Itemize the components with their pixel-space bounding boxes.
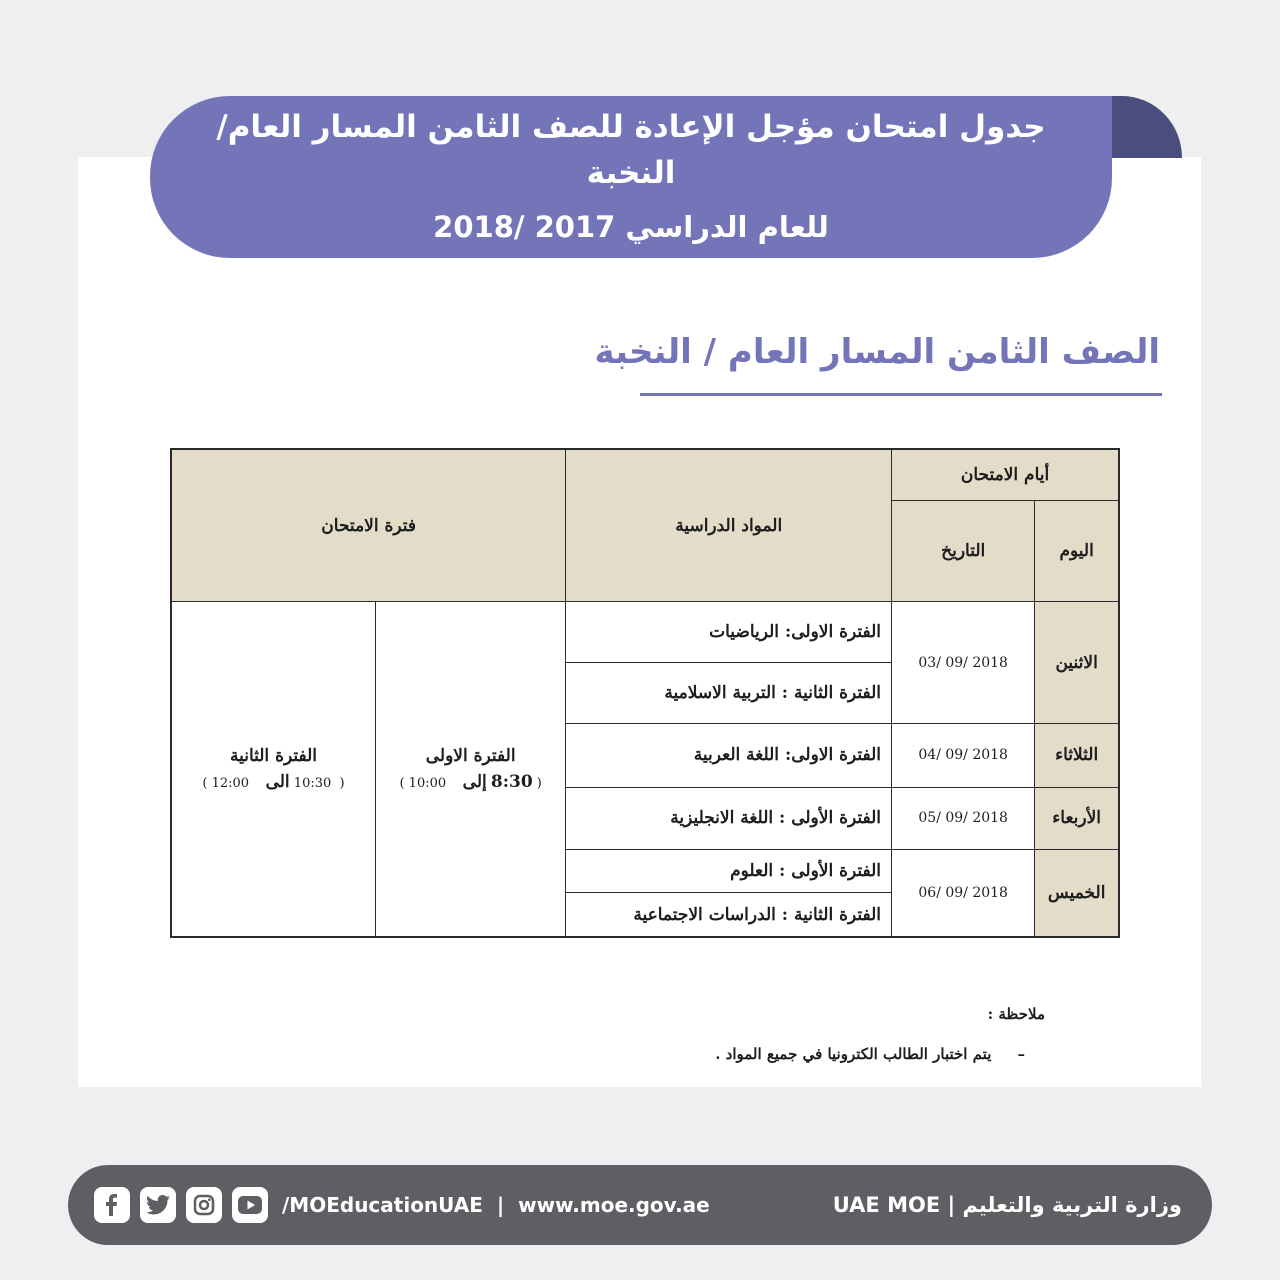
note-text: يتم اختبار الطالب الكترونيا في جميع المواد . <box>715 1045 992 1063</box>
day-cell: الثلاثاء <box>1035 724 1119 787</box>
subject-cell: الفترة الاولى: اللغة العربية <box>566 724 892 787</box>
youtube-icon[interactable] <box>232 1187 268 1223</box>
day-cell: الأربعاء <box>1035 787 1119 849</box>
note-block <box>715 1005 1045 1063</box>
section-title: الصف الثامن المسار العام / النخبة <box>594 332 1160 372</box>
second-period-cell <box>171 602 375 937</box>
first-period-name: الفترة الاولى <box>425 746 516 767</box>
first-period-time: ( 8:30 إلى 10:00 ) <box>399 772 542 793</box>
subject-cell: الفترة الثانية : الدراسات الاجتماعية <box>566 893 892 937</box>
subject-cell: الفترة الأولى : اللغة الانجليزية <box>566 787 892 849</box>
footer-social <box>94 1165 710 1245</box>
subject-cell: الفترة الأولى : العلوم <box>566 849 892 892</box>
note-bullet: – <box>1017 1045 1025 1063</box>
footer-org-name: UAE MOE | وزارة التربية والتعليم <box>832 1193 1182 1217</box>
subject-cell: الفترة الثانية : التربية الاسلامية <box>566 662 892 723</box>
date-cell: 05/ 09/ 2018 <box>892 787 1035 849</box>
date-cell: 06/ 09/ 2018 <box>892 849 1035 937</box>
instagram-icon[interactable] <box>186 1187 222 1223</box>
second-period-time: ( 10:30 الى 12:00 ) <box>202 772 345 793</box>
header-subjects: المواد الدراسية <box>566 449 892 602</box>
footer-website-link[interactable]: www.moe.gov.ae <box>518 1193 710 1217</box>
facebook-icon[interactable] <box>94 1187 130 1223</box>
header-exam-period: فترة الامتحان <box>171 449 566 602</box>
day-cell: الخميس <box>1035 849 1119 937</box>
footer-bar <box>68 1165 1212 1245</box>
first-period-cell <box>375 602 565 937</box>
date-cell: 03/ 09/ 2018 <box>892 602 1035 724</box>
banner-title-line2: للعام الدراسي 2017 /2018 <box>433 210 829 244</box>
day-cell: الاثنين <box>1035 602 1119 724</box>
note-item <box>715 1045 1025 1063</box>
subject-cell: الفترة الاولى: الرياضيات <box>566 602 892 662</box>
section-title-underline <box>640 393 1162 396</box>
title-banner <box>150 96 1112 258</box>
banner-title-line1: جدول امتحان مؤجل الإعادة للصف الثامن المسار العام/ النخبة <box>216 109 1046 191</box>
footer-social-handle[interactable]: /MOEducationUAE | www.moe.gov.ae <box>282 1193 710 1217</box>
date-cell: 04/ 09/ 2018 <box>892 724 1035 787</box>
twitter-icon[interactable] <box>140 1187 176 1223</box>
header-exam-days: أيام الامتحان <box>892 449 1119 500</box>
header-date: التاريخ <box>892 500 1035 602</box>
note-label: ملاحظة : <box>987 1005 1045 1023</box>
header-day: اليوم <box>1035 500 1119 602</box>
exam-schedule-table <box>170 448 1120 938</box>
second-period-name: الفترة الثانية <box>229 746 317 767</box>
